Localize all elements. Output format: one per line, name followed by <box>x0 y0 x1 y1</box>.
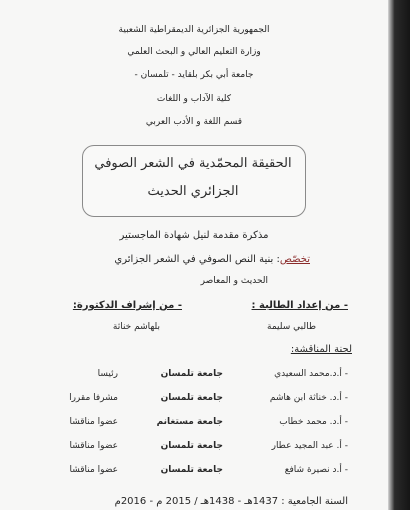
member-university: جامعة مستغانم <box>156 417 223 427</box>
academic-year: السنة الجامعية : 1437هـ - 1438هـ / 2015 م - 2016م <box>114 496 348 507</box>
member-role: مشرفا مقررا <box>69 393 118 403</box>
header-faculty: كلية الآداب و اللغات <box>156 94 232 104</box>
header-republic: الجمهورية الجزائرية الديمقراطية الشعبية <box>118 25 270 35</box>
committee-label: لجنة المناقشة: <box>290 344 352 355</box>
committee-row <box>0 465 388 479</box>
committee-row <box>0 441 388 455</box>
member-name: - أ.د. خناثة ابن هاشم <box>269 393 348 403</box>
committee-row <box>0 369 388 383</box>
specialty-label: تخصّص <box>279 254 310 265</box>
specialty-value-line2: الحديث و المعاصر <box>200 276 268 286</box>
committee-row <box>0 417 388 431</box>
specialty-line <box>114 254 310 265</box>
student-label: - من إعداد الطالبة : <box>251 300 348 311</box>
student-name: طالبي سليمة <box>267 322 316 332</box>
member-name: - أ.د نصيرة شافع <box>284 465 348 475</box>
thesis-title-line1: الحقيقة المحمّدية في الشعر الصوفي <box>94 156 292 171</box>
member-university: جامعة تلمسان <box>160 441 223 451</box>
member-role: عضوا مناقشا <box>69 441 118 451</box>
header-university: جامعة أبي بكر بلقايد - تلمسان - <box>134 70 254 80</box>
memo-line: مذكرة مقدمة لنيل شهادة الماجستير <box>119 230 269 241</box>
header-department: قسم اللغة و الأدب العربي <box>145 117 243 127</box>
member-university: جامعة تلمسان <box>160 369 223 379</box>
member-role: رئيسا <box>97 369 118 379</box>
page-edge-shadow <box>388 0 410 510</box>
member-name: - أ.د.محمد السعيدي <box>274 369 348 379</box>
supervisor-label: - من إشراف الدكتورة: <box>72 300 182 311</box>
member-university: جامعة تلمسان <box>160 393 223 403</box>
thesis-title-line2: الجزائري الحديث <box>147 184 239 199</box>
member-role: عضوا مناقشا <box>69 465 118 475</box>
member-name: - أ. عبد المجيد عطار <box>271 441 348 451</box>
member-university: جامعة تلمسان <box>160 465 223 475</box>
member-role: عضوا مناقشا <box>69 417 118 427</box>
specialty-value: : بنية النص الصوفي في الشعر الجزائري <box>114 254 280 265</box>
header-ministry: وزارة التعليم العالي و البحث العلمي <box>127 47 261 57</box>
member-name: - أ.د. محمد خطاب <box>279 417 348 427</box>
supervisor-name: بلهاشم خناثة <box>112 322 160 332</box>
committee-row <box>0 393 388 407</box>
